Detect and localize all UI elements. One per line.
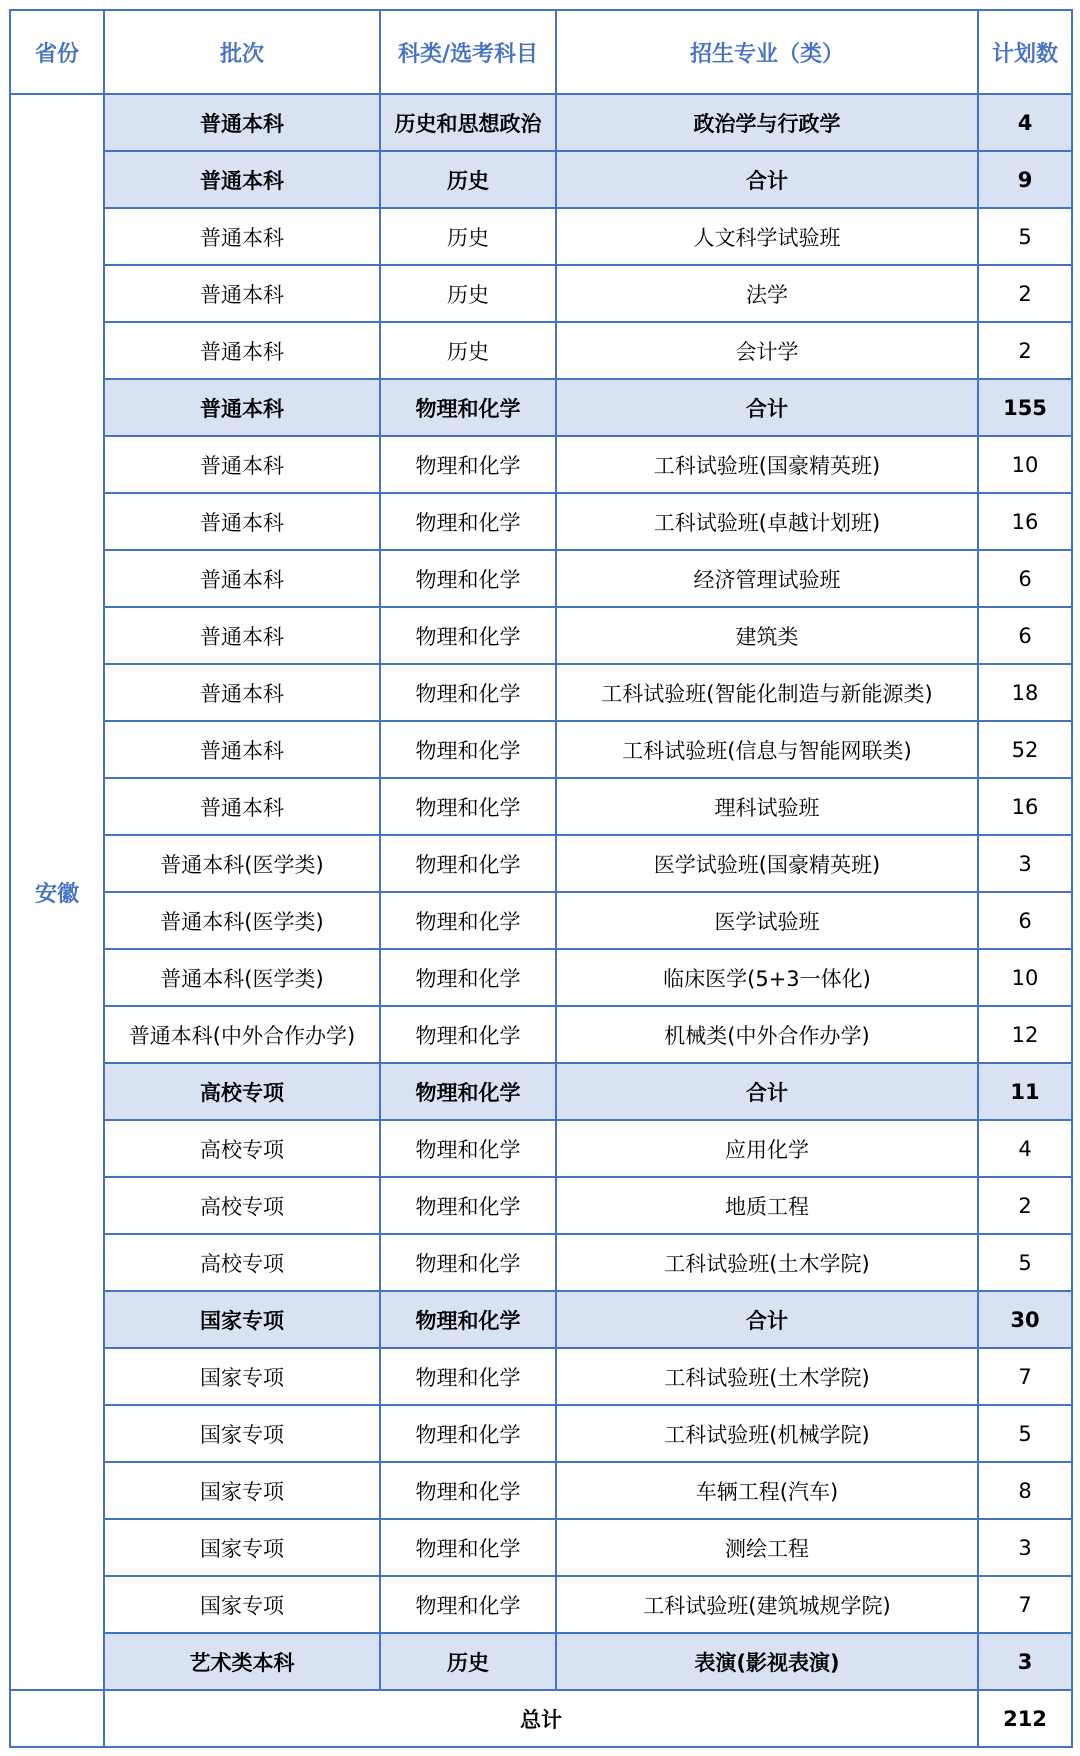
batch-cell: 高校专项 — [104, 1063, 380, 1120]
header-subject: 科类/选考科目 — [380, 10, 556, 94]
plan-cell: 155 — [978, 379, 1072, 436]
major-cell: 合计 — [556, 151, 978, 208]
subject-cell: 物理和化学 — [380, 949, 556, 1006]
table-row — [10, 1462, 1072, 1519]
batch-cell: 普通本科 — [104, 379, 380, 436]
plan-cell: 4 — [978, 94, 1072, 151]
subject-cell: 物理和化学 — [380, 550, 556, 607]
batch-cell: 普通本科(医学类) — [104, 949, 380, 1006]
plan-cell: 5 — [978, 1405, 1072, 1462]
batch-cell: 普通本科 — [104, 550, 380, 607]
plan-cell: 16 — [978, 493, 1072, 550]
batch-cell: 高校专项 — [104, 1120, 380, 1177]
plan-cell: 2 — [978, 1177, 1072, 1234]
plan-cell: 16 — [978, 778, 1072, 835]
major-cell: 政治学与行政学 — [556, 94, 978, 151]
subject-cell: 物理和化学 — [380, 778, 556, 835]
plan-cell: 6 — [978, 550, 1072, 607]
subtotal-row — [10, 1291, 1072, 1348]
table-row — [10, 1348, 1072, 1405]
plan-cell: 6 — [978, 892, 1072, 949]
table-row — [10, 1405, 1072, 1462]
subject-cell: 物理和化学 — [380, 664, 556, 721]
major-cell: 法学 — [556, 265, 978, 322]
subtotal-row — [10, 1633, 1072, 1690]
table-row — [10, 1120, 1072, 1177]
subtotal-row — [10, 151, 1072, 208]
batch-cell: 艺术类本科 — [104, 1633, 380, 1690]
plan-cell: 6 — [978, 607, 1072, 664]
major-cell: 工科试验班(土木学院) — [556, 1234, 978, 1291]
batch-cell: 普通本科 — [104, 436, 380, 493]
subject-cell: 物理和化学 — [380, 1177, 556, 1234]
major-cell: 工科试验班(建筑城规学院) — [556, 1576, 978, 1633]
table-row — [10, 208, 1072, 265]
subject-cell: 物理和化学 — [380, 1519, 556, 1576]
plan-cell: 5 — [978, 208, 1072, 265]
header-plan: 计划数 — [978, 10, 1072, 94]
major-cell: 人文科学试验班 — [556, 208, 978, 265]
header-province: 省份 — [10, 10, 104, 94]
enrollment-plan-table — [9, 9, 1073, 1748]
table-row — [10, 493, 1072, 550]
major-cell: 合计 — [556, 1291, 978, 1348]
total-label: 总计 — [104, 1690, 978, 1747]
subject-cell: 物理和化学 — [380, 493, 556, 550]
plan-cell: 7 — [978, 1576, 1072, 1633]
table-row — [10, 721, 1072, 778]
subject-cell: 历史 — [380, 1633, 556, 1690]
batch-cell: 普通本科 — [104, 322, 380, 379]
major-cell: 经济管理试验班 — [556, 550, 978, 607]
table-row — [10, 1234, 1072, 1291]
total-row — [10, 1690, 1072, 1747]
batch-cell: 国家专项 — [104, 1519, 380, 1576]
plan-cell: 10 — [978, 949, 1072, 1006]
major-cell: 理科试验班 — [556, 778, 978, 835]
batch-cell: 普通本科(中外合作办学) — [104, 1006, 380, 1063]
major-cell: 表演(影视表演) — [556, 1633, 978, 1690]
subject-cell: 物理和化学 — [380, 1348, 556, 1405]
batch-cell: 普通本科 — [104, 208, 380, 265]
table-row — [10, 607, 1072, 664]
subject-cell: 物理和化学 — [380, 1405, 556, 1462]
batch-cell: 高校专项 — [104, 1234, 380, 1291]
major-cell: 测绘工程 — [556, 1519, 978, 1576]
plan-cell: 12 — [978, 1006, 1072, 1063]
province-cell: 安徽 — [10, 94, 104, 1690]
total-province-cell — [10, 1690, 104, 1747]
major-cell: 应用化学 — [556, 1120, 978, 1177]
batch-cell: 国家专项 — [104, 1405, 380, 1462]
table-row — [10, 892, 1072, 949]
major-cell: 合计 — [556, 1063, 978, 1120]
plan-cell: 2 — [978, 322, 1072, 379]
major-cell: 工科试验班(卓越计划班) — [556, 493, 978, 550]
table-row — [10, 778, 1072, 835]
subject-cell: 物理和化学 — [380, 835, 556, 892]
major-cell: 会计学 — [556, 322, 978, 379]
table-row — [10, 1177, 1072, 1234]
major-cell: 医学试验班(国豪精英班) — [556, 835, 978, 892]
subtotal-row — [10, 1063, 1072, 1120]
major-cell: 地质工程 — [556, 1177, 978, 1234]
table-row — [10, 322, 1072, 379]
major-cell: 建筑类 — [556, 607, 978, 664]
major-cell: 工科试验班(机械学院) — [556, 1405, 978, 1462]
table-row — [10, 550, 1072, 607]
major-cell: 机械类(中外合作办学) — [556, 1006, 978, 1063]
batch-cell: 高校专项 — [104, 1177, 380, 1234]
major-cell: 工科试验班(国豪精英班) — [556, 436, 978, 493]
plan-cell: 8 — [978, 1462, 1072, 1519]
table-row — [10, 1519, 1072, 1576]
batch-cell: 普通本科 — [104, 607, 380, 664]
subtotal-row — [10, 379, 1072, 436]
major-cell: 车辆工程(汽车) — [556, 1462, 978, 1519]
table-body — [10, 94, 1072, 1747]
major-cell: 工科试验班(土木学院) — [556, 1348, 978, 1405]
subject-cell: 物理和化学 — [380, 379, 556, 436]
major-cell: 合计 — [556, 379, 978, 436]
table-row — [10, 265, 1072, 322]
plan-cell: 7 — [978, 1348, 1072, 1405]
total-plan: 212 — [978, 1690, 1072, 1747]
subject-cell: 历史和思想政治 — [380, 94, 556, 151]
header-batch: 批次 — [104, 10, 380, 94]
table-row — [10, 835, 1072, 892]
batch-cell: 普通本科 — [104, 493, 380, 550]
table-row — [10, 949, 1072, 1006]
subject-cell: 物理和化学 — [380, 1576, 556, 1633]
plan-cell: 30 — [978, 1291, 1072, 1348]
subject-cell: 历史 — [380, 322, 556, 379]
plan-cell: 18 — [978, 664, 1072, 721]
plan-cell: 9 — [978, 151, 1072, 208]
major-cell: 临床医学(5+3一体化) — [556, 949, 978, 1006]
subject-cell: 物理和化学 — [380, 721, 556, 778]
subject-cell: 物理和化学 — [380, 1291, 556, 1348]
batch-cell: 国家专项 — [104, 1348, 380, 1405]
subject-cell: 物理和化学 — [380, 436, 556, 493]
batch-cell: 普通本科(医学类) — [104, 835, 380, 892]
batch-cell: 普通本科 — [104, 664, 380, 721]
subject-cell: 物理和化学 — [380, 607, 556, 664]
subject-cell: 历史 — [380, 208, 556, 265]
plan-cell: 4 — [978, 1120, 1072, 1177]
plan-cell: 3 — [978, 835, 1072, 892]
subject-cell: 物理和化学 — [380, 1120, 556, 1177]
subject-cell: 历史 — [380, 151, 556, 208]
table-row — [10, 664, 1072, 721]
batch-cell: 普通本科 — [104, 265, 380, 322]
table-row — [10, 436, 1072, 493]
plan-cell: 10 — [978, 436, 1072, 493]
batch-cell: 国家专项 — [104, 1291, 380, 1348]
subtotal-row — [10, 94, 1072, 151]
subject-cell: 物理和化学 — [380, 1462, 556, 1519]
batch-cell: 国家专项 — [104, 1576, 380, 1633]
batch-cell: 普通本科 — [104, 94, 380, 151]
subject-cell: 物理和化学 — [380, 892, 556, 949]
plan-cell: 11 — [978, 1063, 1072, 1120]
major-cell: 工科试验班(信息与智能网联类) — [556, 721, 978, 778]
subject-cell: 物理和化学 — [380, 1234, 556, 1291]
batch-cell: 普通本科 — [104, 778, 380, 835]
table-row — [10, 1006, 1072, 1063]
subject-cell: 历史 — [380, 265, 556, 322]
subject-cell: 物理和化学 — [380, 1006, 556, 1063]
plan-cell: 5 — [978, 1234, 1072, 1291]
batch-cell: 普通本科 — [104, 151, 380, 208]
major-cell: 医学试验班 — [556, 892, 978, 949]
batch-cell: 普通本科(医学类) — [104, 892, 380, 949]
batch-cell: 国家专项 — [104, 1462, 380, 1519]
plan-cell: 52 — [978, 721, 1072, 778]
header-major: 招生专业（类） — [556, 10, 978, 94]
plan-cell: 3 — [978, 1633, 1072, 1690]
plan-cell: 2 — [978, 265, 1072, 322]
header-row — [10, 10, 1072, 94]
table-row — [10, 1576, 1072, 1633]
batch-cell: 普通本科 — [104, 721, 380, 778]
major-cell: 工科试验班(智能化制造与新能源类) — [556, 664, 978, 721]
plan-cell: 3 — [978, 1519, 1072, 1576]
subject-cell: 物理和化学 — [380, 1063, 556, 1120]
